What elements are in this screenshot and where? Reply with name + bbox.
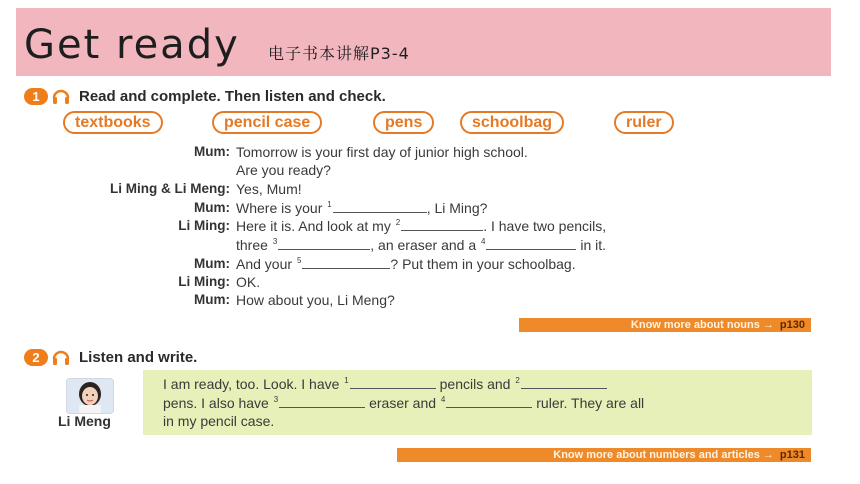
dialogue-line: OK.: [236, 274, 261, 290]
reference-bar-numbers-articles[interactable]: [397, 448, 811, 462]
line-text: And your: [236, 256, 293, 272]
line-text: . I have two pencils,: [483, 218, 607, 234]
dialogue-speaker: Mum:: [194, 256, 230, 271]
page-subtitle: 电子书本讲解P3-4: [268, 44, 410, 63]
passage-box: [143, 370, 812, 435]
blank-number: 4: [440, 395, 446, 404]
answer-blank[interactable]: [279, 395, 365, 408]
page-title: Get ready: [24, 22, 240, 68]
blank-number: 2: [395, 218, 401, 227]
answer-blank[interactable]: [333, 200, 427, 213]
blank-number: 3: [273, 395, 279, 404]
line-text: eraser and: [369, 395, 437, 411]
reference-text: Know more about nouns →: [630, 319, 774, 331]
section1-number-badge: 1: [24, 88, 48, 105]
line-text: Here it is. And look at my: [236, 218, 391, 234]
line-text: , Li Ming?: [426, 200, 488, 216]
reference-bar-nouns[interactable]: [519, 318, 811, 332]
reference-page: p130: [779, 319, 805, 331]
speaker-name-label: Li Meng: [58, 413, 111, 429]
headphones-icon[interactable]: [51, 347, 71, 367]
passage-line: [163, 395, 644, 411]
answer-blank[interactable]: [486, 237, 576, 250]
line-text: , an eraser and a: [370, 237, 477, 253]
dialogue-speaker: Li Ming:: [178, 274, 230, 289]
dialogue-speaker: Mum:: [194, 292, 230, 307]
line-text: ? Put them in your schoolbag.: [390, 256, 576, 272]
section2-number-badge: 2: [24, 349, 48, 366]
blank-number: 2: [515, 376, 520, 385]
line-text: I am ready, too. Look. I have: [163, 376, 340, 392]
header-bar: [16, 8, 831, 76]
word-bank-item: ruler: [614, 111, 674, 134]
dialogue-speaker: Mum:: [194, 144, 230, 159]
passage-line: in my pencil case.: [163, 413, 275, 429]
section2-instruction: Listen and write.: [79, 348, 198, 366]
dialogue-line: [236, 200, 487, 216]
line-text: in it.: [580, 237, 607, 253]
dialogue-line: [236, 237, 606, 253]
reference-text: Know more about numbers and articles →: [553, 449, 774, 461]
section2-heading: [24, 347, 197, 367]
line-text: pencils and: [439, 376, 511, 392]
word-bank-item: textbooks: [63, 111, 163, 134]
line-text: pens. I also have: [163, 395, 269, 411]
word-bank-item: pencil case: [212, 111, 322, 134]
line-text: ruler. They are all: [536, 395, 645, 411]
answer-blank[interactable]: [350, 376, 436, 389]
word-bank-item: pens: [373, 111, 434, 134]
dialogue-speaker: Mum:: [194, 200, 230, 215]
reference-page: p131: [779, 449, 805, 461]
section1-heading: [24, 86, 386, 106]
dialogue-speaker: Li Ming & Li Meng:: [110, 181, 230, 196]
passage-line: [163, 376, 607, 392]
li-meng-avatar: [66, 378, 114, 414]
blank-number: 5: [296, 256, 302, 265]
dialogue-line: [236, 256, 576, 272]
line-text: Where is your: [236, 200, 323, 216]
dialogue-line: Tomorrow is your first day of junior high school.: [236, 144, 528, 160]
girl-portrait-icon: [67, 379, 113, 413]
blank-number: 1: [327, 200, 332, 209]
word-bank-item: schoolbag: [460, 111, 564, 134]
dialogue-line: [236, 218, 606, 234]
line-text: three: [236, 237, 268, 253]
answer-blank[interactable]: [401, 218, 483, 231]
blank-number: 1: [344, 376, 349, 385]
answer-blank[interactable]: [521, 376, 607, 389]
blank-number: 4: [481, 237, 486, 246]
headphones-icon[interactable]: [51, 86, 71, 106]
blank-number: 3: [272, 237, 278, 246]
dialogue-line: How about you, Li Meng?: [236, 292, 395, 308]
answer-blank[interactable]: [278, 237, 370, 250]
answer-blank[interactable]: [302, 256, 390, 269]
dialogue-speaker: Li Ming:: [178, 218, 230, 233]
answer-blank[interactable]: [446, 395, 532, 408]
dialogue-line: Yes, Mum!: [236, 181, 302, 197]
section1-instruction: Read and complete. Then listen and check.: [79, 87, 386, 105]
dialogue-line: Are you ready?: [236, 162, 331, 178]
